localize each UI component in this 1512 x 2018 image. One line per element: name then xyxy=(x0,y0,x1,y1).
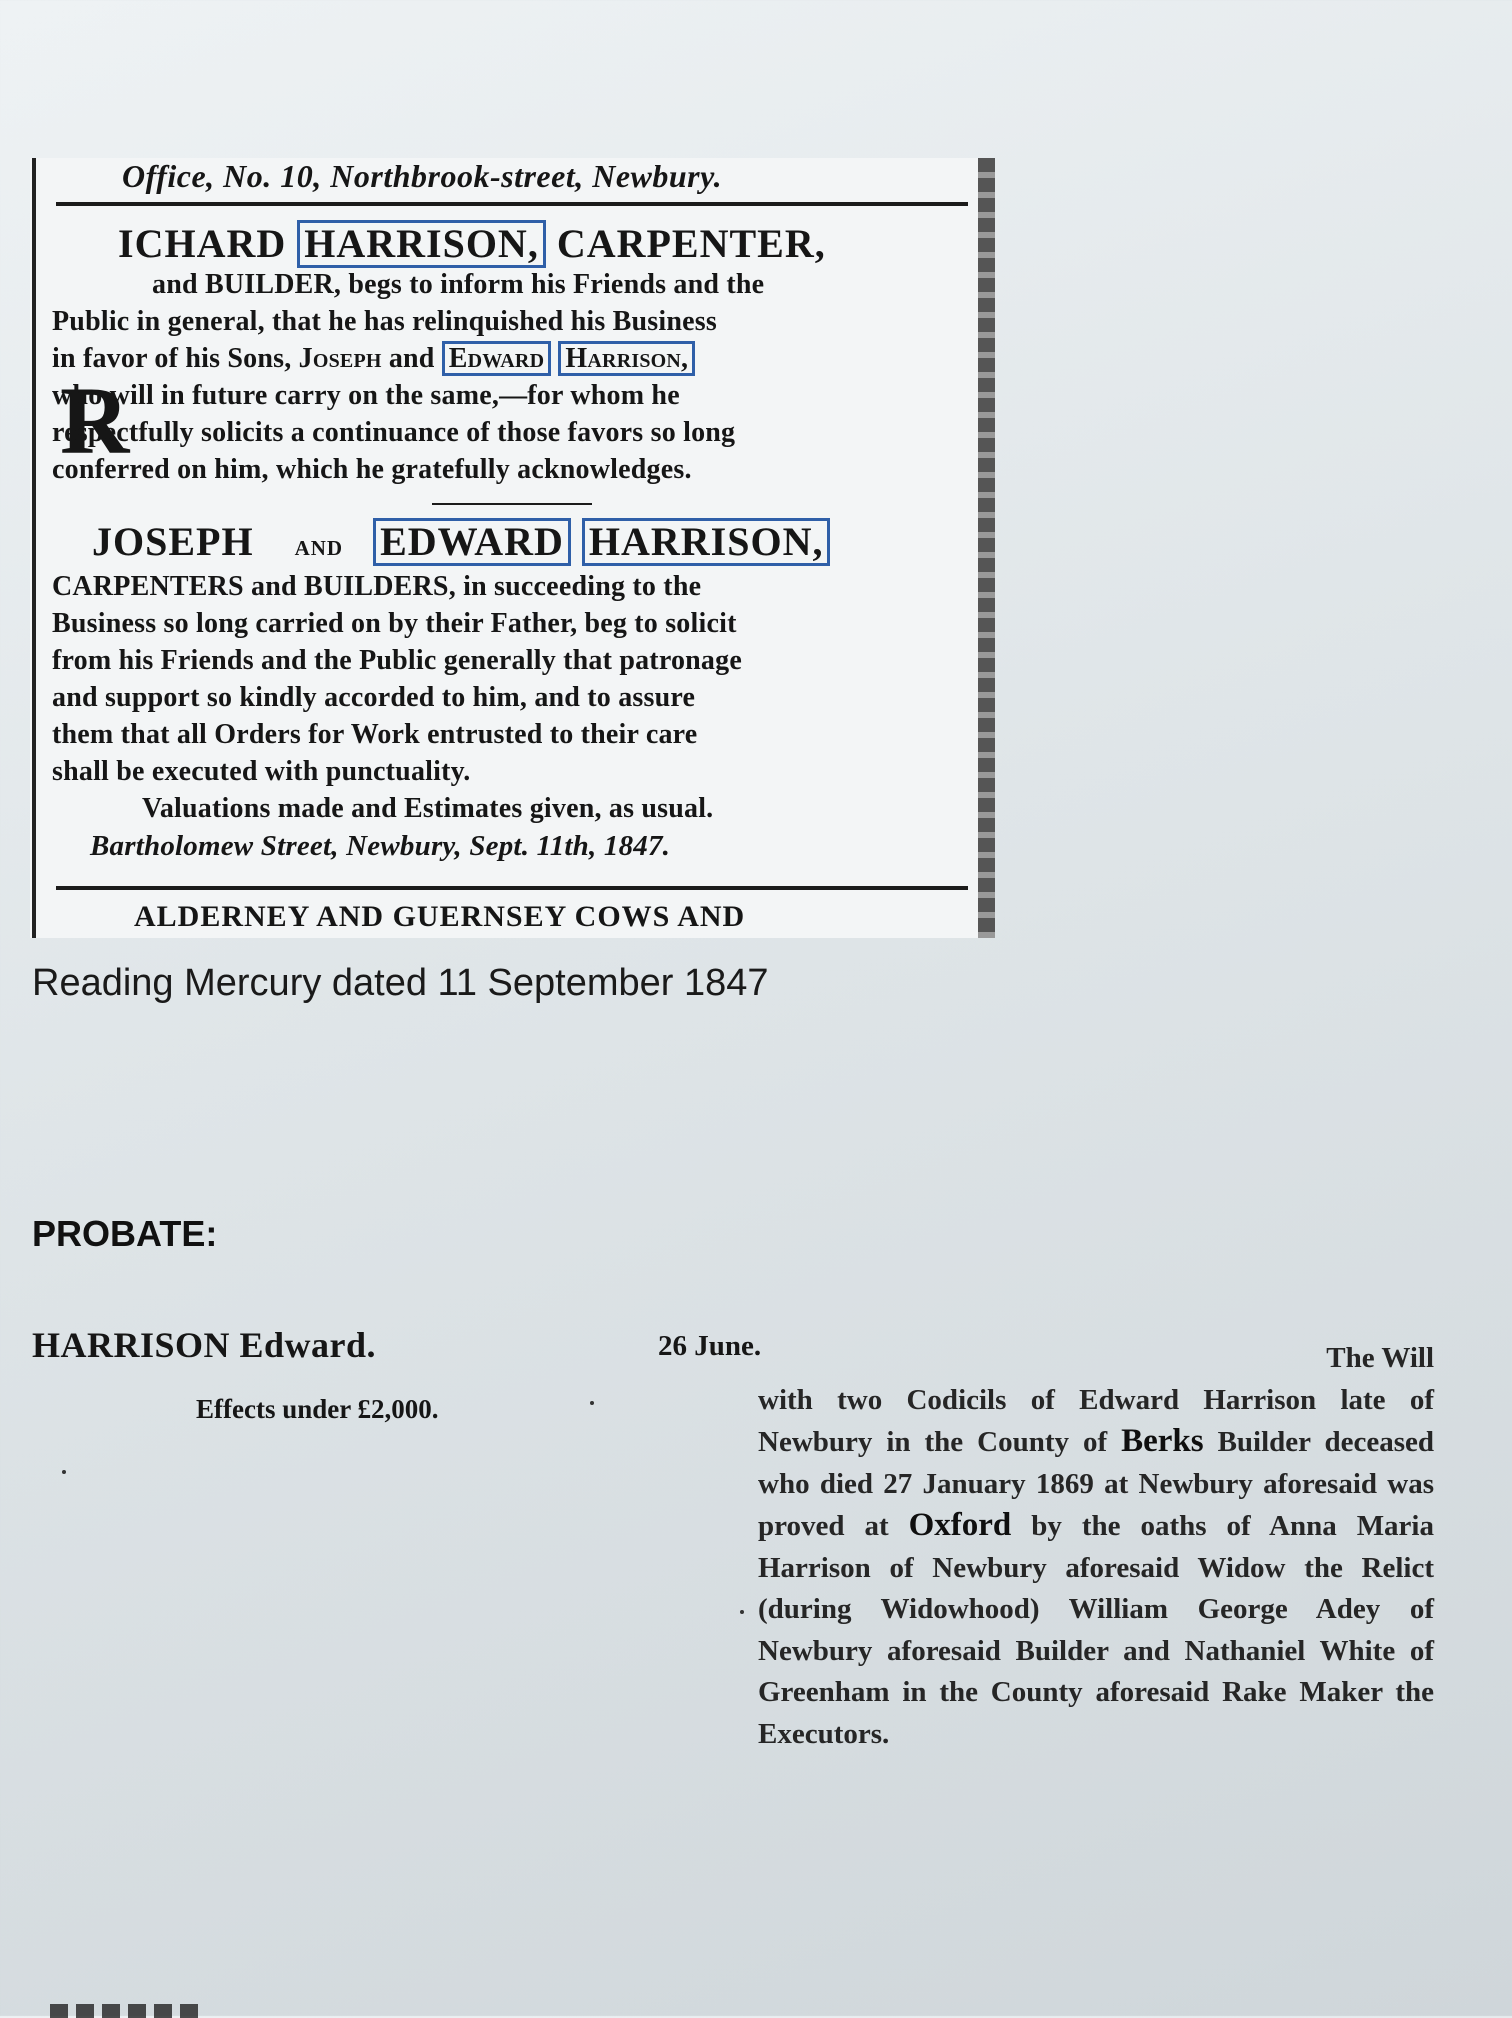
highlight-harrison: Harrison, xyxy=(558,341,695,376)
highlight-harrison: HARRISON, xyxy=(297,220,546,268)
paper-speck xyxy=(740,1610,744,1614)
county-berks: Berks xyxy=(1121,1423,1204,1459)
ad1-headline xyxy=(118,220,826,268)
probate-text-part: by the oaths of Anna Maria Harrison of Newbury aforesaid Widow the Relict (during Widowhood) William George Adey of Newbury aforesaid Builder and Nathaniel White of Greenham in the County aforesaid Rake Maker the Executors. xyxy=(758,1510,1434,1750)
highlight-edward: Edward xyxy=(442,341,551,376)
ad2-line: Business so long carried on by their Father, beg to solicit xyxy=(52,608,737,639)
probate-heading: PROBATE: xyxy=(32,1213,218,1254)
ad2-line: from his Friends and the Public generally that patronage xyxy=(52,645,742,676)
ad2-line: shall be executed with punctuality. xyxy=(52,756,471,787)
column-rule-left xyxy=(32,158,36,938)
paper-speck xyxy=(590,1401,594,1405)
ad1-sons-line xyxy=(52,340,695,377)
divider-short xyxy=(432,503,592,505)
divider-bottom xyxy=(56,886,968,890)
ad1-line-text: in favor of his Sons, xyxy=(52,343,299,374)
newspaper-clipping xyxy=(30,158,995,938)
probate-date: 26 June. xyxy=(658,1330,762,1362)
ad1-headline-trade: CARPENTER, xyxy=(545,221,826,266)
divider-top xyxy=(56,202,968,206)
highlight-edward: EDWARD xyxy=(373,518,571,566)
highlight-harrison: HARRISON, xyxy=(582,518,831,566)
office-address-line: Office, No. 10, Northbrook-street, Newbury. xyxy=(122,158,723,194)
ad2-signoff: Bartholomew Street, Newbury, Sept. 11th, 1847. xyxy=(90,830,671,862)
name-joseph: Joseph xyxy=(298,343,382,374)
ad2-line: CARPENTERS and BUILDERS, in succeeding to the xyxy=(52,571,702,602)
ad2-valuations-line: Valuations made and Estimates given, as usual. xyxy=(142,793,714,824)
ad1-headline-text: ICHARD xyxy=(118,221,298,266)
ad2-line: them that all Orders for Work entrusted to their care xyxy=(52,719,698,750)
registry-oxford: Oxford xyxy=(908,1507,1012,1543)
conjunction: and xyxy=(381,343,442,374)
paper-speck xyxy=(62,1470,66,1474)
ad1-line: and BUILDER, begs to inform his Friends and the xyxy=(152,269,765,300)
conjunction: and xyxy=(294,529,344,562)
probate-text-part: with two Codicils of Edward Harrison late of Newbury in the County of xyxy=(758,1383,1434,1458)
drop-cap: R xyxy=(60,367,130,474)
ad2-headline xyxy=(92,518,830,566)
ad1-line: who will in future carry on the same,—for whom he xyxy=(52,380,680,411)
ad2-headline-text: JOSEPH xyxy=(92,519,265,564)
clipping-caption: Reading Mercury dated 11 September 1847 xyxy=(32,962,769,1004)
probate-entry-text xyxy=(758,1338,1434,1755)
probate-text-first: The Will xyxy=(1326,1342,1434,1374)
probate-text-part: Builder deceased who died 27 January 1869 at Newbury aforesaid was proved at xyxy=(758,1426,1434,1542)
next-ad-headline: ALDERNEY AND GUERNSEY COWS AND xyxy=(134,900,746,933)
probate-name: HARRISON Edward. xyxy=(32,1325,377,1365)
column-rule-right xyxy=(978,158,995,938)
probate-effects: Effects under £2,000. xyxy=(196,1394,439,1424)
ad1-line: Public in general, that he has relinquished his Business xyxy=(52,306,717,337)
ad2-line: and support so kindly accorded to him, and to assure xyxy=(52,682,696,713)
ad1-line: conferred on him, which he gratefully acknowledges. xyxy=(52,454,692,485)
ad1-line: respectfully solicits a continuance of those favors so long xyxy=(52,417,736,448)
